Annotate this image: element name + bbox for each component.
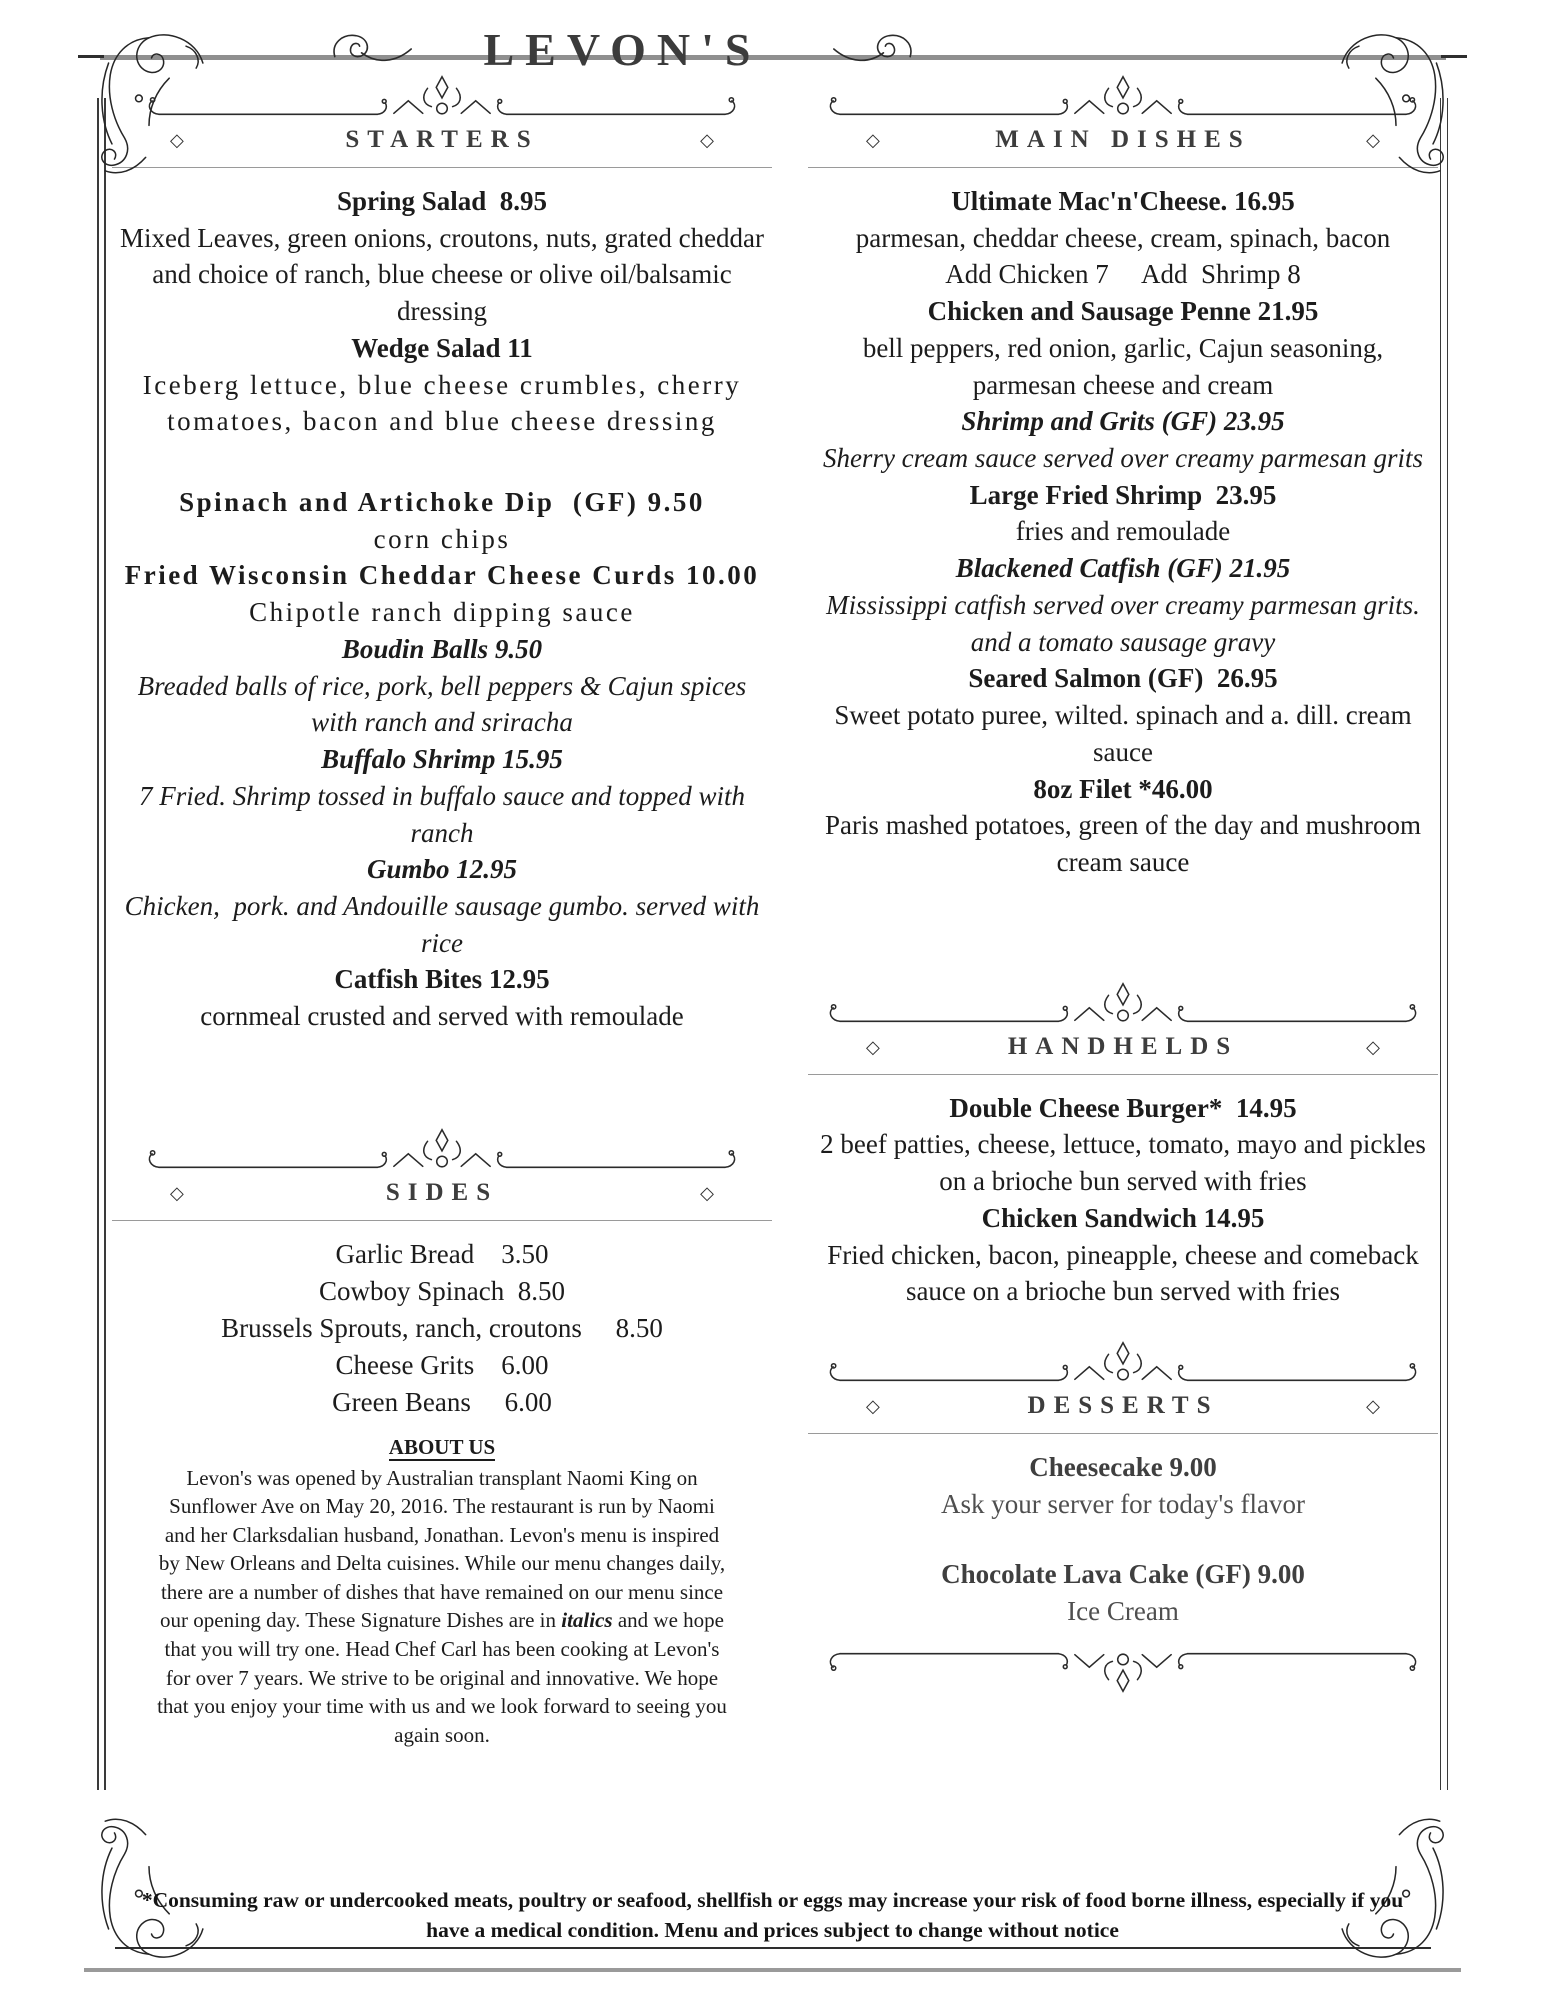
diamond-icon: ◇ [1366, 1395, 1380, 1416]
menu-item-desc: bell peppers, red onion, garlic, Cajun seasoning, parmesan cheese and cream [862, 332, 1397, 400]
handhelds-heading: HANDHELDS [1007, 1032, 1239, 1060]
menu-item [808, 1449, 1438, 1522]
menu-item-desc: Fried chicken, bacon, pineapple, cheese and comeback sauce on a brioche bun served with fries [827, 1239, 1426, 1307]
desserts-heading: DESSERTS [1027, 1391, 1219, 1419]
menu-item-addons: Add Chicken 7 Add Shrimp 8 [945, 259, 1301, 290]
about-heading [112, 1435, 772, 1460]
side-item: Brussels Sprouts, ranch, croutons 8.50 [221, 1312, 663, 1343]
desserts-section [808, 1336, 1438, 1698]
side-item: Green Beans 6.00 [332, 1386, 552, 1417]
menu-item [112, 183, 772, 330]
about-section [112, 1435, 772, 1749]
handhelds-items [808, 1090, 1438, 1310]
menu-item-name: Double Cheese Burger* 14.95 [949, 1092, 1297, 1123]
menu-item-desc: Ice Cream [1067, 1596, 1179, 1627]
menu-item-name: Chicken and Sausage Penne 21.95 [927, 296, 1319, 327]
menu-item-name: Cheesecake 9.00 [1029, 1451, 1217, 1482]
sides-section [112, 1123, 772, 1421]
menu-item [808, 1090, 1438, 1200]
menu-item-name: Blackened Catfish (GF) 21.95 [955, 553, 1291, 584]
menu-item-desc: fries and remoulade [1015, 516, 1231, 547]
menu-item [112, 851, 772, 961]
restaurant-title: LEVON'S [483, 23, 762, 75]
section-divider-ornament-icon [112, 1123, 772, 1175]
menu-item-desc: 7 Fried. Shrimp tossed in buffalo sauce and topped with ranch [139, 780, 752, 848]
menu-item [808, 1556, 1438, 1629]
menu-item-desc: parmesan, cheddar cheese, cream, spinach, bacon [855, 222, 1391, 253]
frame-bottom-gray-line [84, 1968, 1461, 1972]
frame-right-line-outer [1447, 98, 1449, 1790]
diamond-icon: ◇ [866, 1395, 880, 1416]
about-heading-text: ABOUT US [388, 1434, 496, 1459]
mains-section [808, 70, 1438, 881]
menu-item-desc: Ask your server for today's flavor [940, 1488, 1305, 1519]
about-text-italics: italics [561, 1608, 613, 1633]
menu-item-name: Buffalo Shrimp 15.95 [321, 744, 563, 775]
side-item: Cheese Grits 6.00 [335, 1349, 549, 1380]
menu-item [808, 293, 1438, 403]
right-column [808, 70, 1438, 1749]
footer [0, 1886, 1545, 1945]
about-text-before: Levon's was opened by Australian transplant Naomi King on Sunflower Ave on May 20, 2016. The restaurant is run by Naomi and her Clarksdalian husband, Jonathan. Levon's menu is inspired by New Orleans and Delta cuisines. While our menu changes daily, there are a number of dishes that have remained on our menu since our opening day. These Signature Dishes are in [158, 1465, 726, 1633]
menu-item-desc: Paris mashed potatoes, green of the day and mushroom cream sauce [824, 810, 1428, 877]
menu-item-name: Boudin Balls 9.50 [341, 633, 543, 664]
mains-heading: MAIN DISHES [995, 126, 1251, 153]
sides-heading: SIDES [385, 1178, 499, 1206]
diamond-icon: ◇ [700, 130, 714, 150]
menu-item-name: Catfish Bites 12.95 [334, 964, 550, 995]
menu-item-name: Gumbo 12.95 [366, 854, 518, 885]
menu-item-name: Shrimp and Grits (GF) 23.95 [961, 406, 1285, 437]
menu-item-desc: Iceberg lettuce, blue cheese crumbles, cherry tomatoes, bacon and blue cheese dressing [142, 369, 751, 437]
footer-disclaimer: *Consuming raw or undercooked meats, poultry or seafood, shellfish or eggs may increase your risk of food borne illness, especially if you have a medical condition. Menu and prices subject to change without notice [141, 1888, 1404, 1942]
menu-item-desc: cornmeal crusted and served with remoulade [200, 1001, 684, 1032]
menu-item [112, 631, 772, 741]
menu-item [112, 741, 772, 851]
menu-item-name: Large Fried Shrimp 23.95 [969, 479, 1277, 510]
starters-section [112, 70, 772, 1035]
menu-item [808, 403, 1438, 476]
menu-item-desc: Sherry cream sauce served over creamy parmesan grits [822, 443, 1424, 474]
side-item: Garlic Bread 3.50 [335, 1238, 549, 1269]
menu-columns [0, 70, 1545, 1749]
menu-item [808, 771, 1438, 881]
desserts-header [808, 1392, 1438, 1420]
left-column [112, 70, 772, 1749]
menu-item-name: Chicken Sandwich 14.95 [981, 1202, 1265, 1233]
menu-item [112, 961, 772, 1034]
sides-header [112, 1179, 772, 1207]
frame-right-line-inner [1440, 98, 1442, 1790]
menu-item [112, 557, 772, 630]
desserts-items [808, 1449, 1438, 1630]
menu-item-name: Seared Salmon (GF) 26.95 [968, 663, 1278, 694]
menu-item-desc: Chipotle ranch dipping sauce [249, 597, 635, 628]
menu-item [112, 484, 772, 557]
diamond-icon: ◇ [170, 130, 184, 150]
menu-item-name: Wedge Salad 11 [351, 332, 533, 363]
sides-items [112, 1236, 772, 1421]
starters-items [112, 183, 772, 1035]
mains-items [808, 183, 1438, 881]
frame-left-line-outer [97, 98, 99, 1790]
menu-item [112, 330, 772, 440]
section-rule [808, 1433, 1438, 1434]
menu-item [808, 1200, 1438, 1310]
menu-item-desc: Breaded balls of rice, pork, bell peppers & Cajun spices with ranch and sriracha [137, 670, 754, 738]
diamond-icon: ◇ [1366, 1036, 1380, 1057]
menu-item-name: Chocolate Lava Cake (GF) 9.00 [941, 1559, 1305, 1590]
section-rule [112, 1220, 772, 1221]
menu-item [808, 477, 1438, 550]
title-flourish-right-icon [826, 28, 918, 70]
side-item: Cowboy Spinach 8.50 [319, 1275, 565, 1306]
menu-item-desc: Chicken, pork. and Andouille sausage gumbo. served with rice [124, 890, 767, 958]
menu-item [808, 550, 1438, 660]
menu-item-desc: Sweet potato puree, wilted. spinach and a. dill. cream sauce [834, 700, 1419, 767]
diamond-icon: ◇ [866, 130, 880, 150]
title-flourish-left-icon [327, 28, 419, 70]
section-divider-ornament-icon [808, 977, 1438, 1029]
header [0, 0, 1395, 75]
diamond-icon: ◇ [1366, 130, 1380, 150]
handhelds-section [808, 977, 1438, 1310]
menu-item [808, 660, 1438, 770]
section-end-ornament-icon [808, 1646, 1438, 1698]
handhelds-header [808, 1033, 1438, 1061]
menu-item-name: Spring Salad 8.95 [336, 186, 548, 216]
frame-left-line-inner [104, 98, 106, 1790]
section-divider-ornament-icon [808, 1336, 1438, 1388]
menu-item-name: 8oz Filet *46.00 [1033, 773, 1213, 804]
starters-heading: STARTERS [345, 126, 539, 153]
diamond-icon: ◇ [866, 1036, 880, 1057]
menu-item [808, 183, 1438, 293]
menu-item-name: Spinach and Artichoke Dip (GF) 9.50 [179, 487, 705, 518]
section-rule [112, 167, 772, 168]
about-text-after: and we hope that you will try one. Head Chef Carl has been cooking at Levon's for over 7 years. We strive to be original and innovative. We hope that you enjoy your time with us and we look forward to seeing you again soon. [157, 1608, 727, 1747]
menu-item-desc: Mississippi catfish served over creamy parmesan grits. and a tomato sausage gravy [826, 589, 1427, 657]
starters-header [112, 126, 772, 154]
menu-item-desc: corn chips [373, 523, 511, 554]
menu-item-desc: 2 beef patties, cheese, lettuce, tomato, mayo and pickles on a brioche bun served with fries [820, 1129, 1433, 1197]
section-divider-ornament-icon [112, 70, 772, 122]
about-text [152, 1464, 732, 1749]
menu-item-desc: Mixed Leaves, green onions, croutons, nuts, grated cheddar and choice of ranch, blue cheese or olive oil/balsamic dressing [119, 222, 771, 327]
menu-item-name: Ultimate Mac'n'Cheese. 16.95 [951, 186, 1295, 216]
diamond-icon: ◇ [700, 1182, 714, 1203]
diamond-icon: ◇ [170, 1182, 184, 1203]
frame-bottom-line [115, 1947, 1431, 1949]
menu-item-name: Fried Wisconsin Cheddar Cheese Curds 10.00 [124, 560, 760, 591]
section-rule [808, 1074, 1438, 1075]
